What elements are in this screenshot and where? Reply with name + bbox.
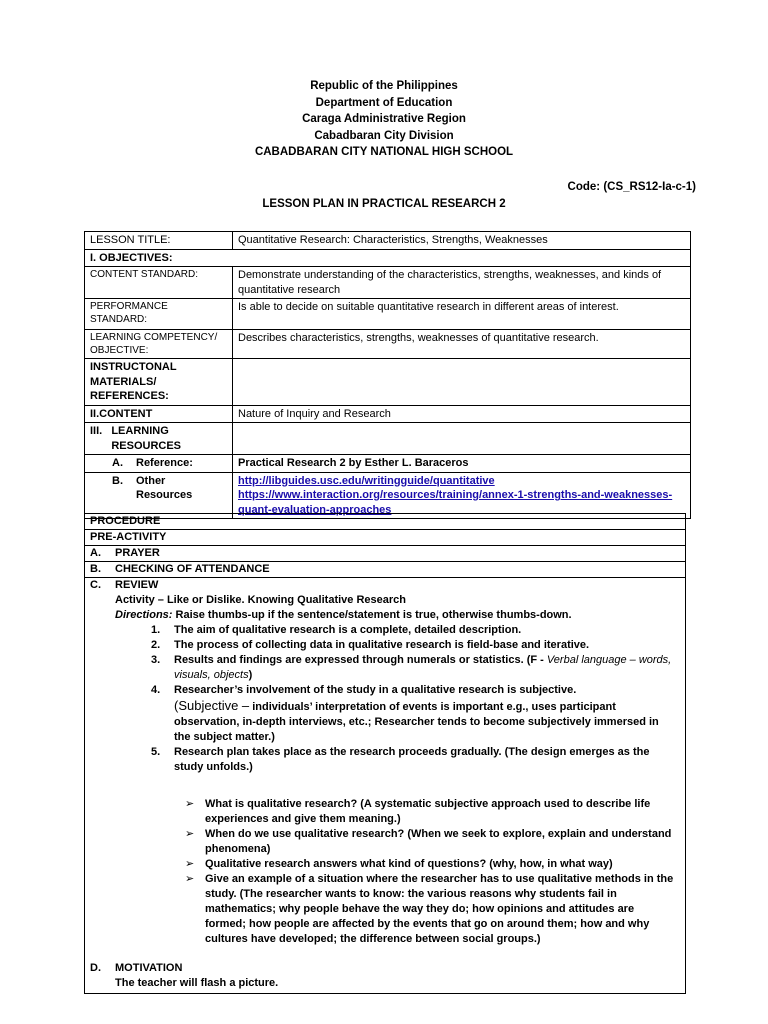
table-row: [85, 562, 686, 578]
table-row: [85, 299, 691, 330]
prayer-mark: A.: [90, 547, 101, 559]
other-resources-value: [233, 472, 691, 519]
directions: [90, 608, 680, 623]
list-item: ➢ Qualitative research answers what kind of questions? (why, how, in what way): [185, 858, 613, 870]
content-label: II.CONTENT: [85, 405, 233, 423]
list-item: 5. Research plan takes place as the research proceeds gradually. (The design emerges as the study unfolds.): [151, 746, 650, 773]
procedure-table: [84, 513, 686, 994]
table-row: [85, 423, 691, 455]
learning-resources-text: LEARNING RESOURCES: [111, 425, 182, 452]
reference-value: Practical Research 2 by Esther L. Baraceros: [233, 455, 691, 473]
table-row: [85, 578, 686, 994]
resource-link-interaction[interactable]: https://www.interaction.org/resources/training/annex-1-strengths-and-weaknesses-quant-evaluation-approaches: [238, 489, 673, 516]
motivation-text: The teacher will flash a picture.: [115, 977, 279, 989]
lesson-plan-table: [84, 231, 691, 519]
prayer-label: PRAYER: [115, 547, 160, 559]
table-row: [85, 514, 686, 530]
list-item: ➢ Give an example of a situation where the researcher has to use qualitative methods in the study. (The researcher wants to know: the various reasons why students fail in mathematics; why people behave the way they do; how opinions and attitudes are formed; how people are affected by the events that go on around them; how and why cultures have developed; the difference between social groups.): [185, 873, 674, 945]
header-department: Department of Education: [315, 96, 453, 109]
learning-resources-value: [233, 423, 691, 455]
prayer-row: [85, 546, 686, 562]
header-division: Cabadbaran City Division: [314, 129, 454, 142]
list-item: ➢ What is qualitative research? (A systematic subjective approach used to describe life experiences and give them meaning.): [185, 798, 651, 825]
attendance-mark: B.: [90, 563, 101, 575]
directions-label: Directions:: [115, 609, 173, 621]
list-item: 1. The aim of qualitative research is a complete, detailed description.: [151, 624, 522, 636]
attendance-label: CHECKING OF ATTENDANCE: [115, 563, 270, 575]
reference-label: [85, 455, 233, 473]
motivation-mark: D.: [90, 962, 101, 974]
reference-mark: A.: [112, 457, 123, 469]
other-resources-mark: B.: [112, 474, 123, 487]
lesson-title-value: Quantitative Research: Characteristics, Strengths, Weaknesses: [233, 232, 691, 250]
motivation-heading: [90, 961, 680, 976]
learning-competency-label: LEARNING COMPETENCY/ OBJECTIVE:: [85, 330, 233, 359]
table-row: [85, 330, 691, 359]
review-label: REVIEW: [115, 579, 159, 591]
arrow-bullet-icon: ➢: [185, 873, 195, 885]
content-value: Nature of Inquiry and Research: [233, 405, 691, 423]
performance-standard-label: PERFORMANCE STANDARD:: [85, 299, 233, 330]
learning-competency-value: Describes characteristics, strengths, weaknesses of quantitative research.: [233, 330, 691, 359]
review-cell: [85, 578, 686, 994]
motivation-label: MOTIVATION: [115, 962, 183, 974]
procedure-title: PROCEDURE: [85, 514, 686, 530]
list-item: 3. Results and findings are expressed through numerals or statistics. (F - Verbal language – words, visuals, objects): [151, 654, 672, 681]
arrow-bullet-icon: ➢: [185, 858, 195, 870]
lesson-title-label: LESSON TITLE:: [85, 232, 233, 250]
learning-resources-num: III.: [90, 425, 103, 437]
table-row: [85, 530, 686, 546]
content-standard-label: CONTENT STANDARD:: [85, 267, 233, 299]
attendance-row: [85, 562, 686, 578]
table-row: [85, 455, 691, 473]
table-row: [85, 405, 691, 423]
other-resources-text: Other Resources: [136, 474, 193, 501]
pre-activity-label: PRE-ACTIVITY: [85, 530, 686, 546]
table-row: [85, 232, 691, 250]
plan-title: LESSON PLAN IN PRACTICAL RESEARCH 2: [262, 198, 506, 210]
arrow-bullet-icon: ➢: [185, 798, 195, 810]
list-item: 4. Researcher’s involvement of the study in a qualitative research is subjective. (Subjective – individuals’ interpretation of events is important e.g., uses participant observation, in-depth interviews, etc.; Researcher tends to become subjectively immersed in the subject matter.): [151, 684, 659, 743]
table-row: [85, 359, 691, 406]
arrow-bullet-icon: ➢: [185, 828, 195, 840]
header-country: Republic of the Philippines: [310, 80, 458, 92]
list-item: 2. The process of collecting data in qualitative research is field-base and iterative.: [151, 639, 590, 651]
resource-link-usc[interactable]: http://libguides.usc.edu/writingguide/quantitative: [238, 474, 495, 487]
table-row: [85, 472, 691, 519]
table-row: [85, 249, 691, 267]
header-school: CABADBARAN CITY NATIONAL HIGH SCHOOL: [254, 146, 514, 158]
objectives-label: I. OBJECTIVES:: [85, 249, 691, 267]
learning-resources-label: [85, 423, 233, 455]
performance-standard-value: Is able to decide on suitable quantitative research in different areas of interest.: [233, 299, 691, 330]
content-standard-value: Demonstrate understanding of the characteristics, strengths, weaknesses, and kinds of quantitative research: [233, 267, 691, 299]
reference-text: Reference:: [136, 457, 193, 469]
review-mark: C.: [90, 579, 101, 591]
other-resources-label: [85, 472, 233, 519]
activity-title: Activity – Like or Dislike. Knowing Qualitative Research: [115, 594, 406, 606]
document-header: [0, 78, 768, 161]
lesson-code: Code: (CS_RS12-Ia-c-1): [567, 181, 696, 193]
instructional-materials-label: INSTRUCTONAL MATERIALS/ REFERENCES:: [85, 359, 233, 406]
table-row: [85, 267, 691, 299]
instructional-materials-value: [233, 359, 691, 406]
header-region: Caraga Administrative Region: [302, 113, 466, 125]
directions-text: Raise thumbs-up if the sentence/statement is true, otherwise thumbs-down.: [172, 609, 572, 621]
table-row: [85, 546, 686, 562]
list-item: ➢ When do we use qualitative research? (When we seek to explore, explain and understand phenomena): [185, 828, 672, 855]
